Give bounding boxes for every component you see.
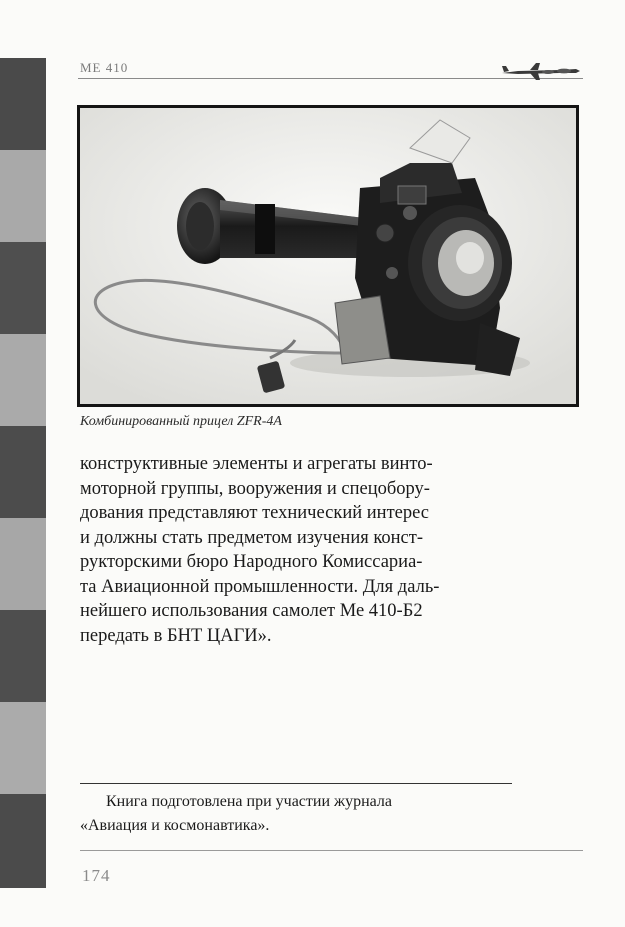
running-title: ME 410 [80,60,129,75]
text-line: нейшего использования самолет Ме 410-Б2 [80,601,423,621]
thumb-tab [0,702,46,794]
footnote-line: «Авиация и космонавтика». [80,817,270,834]
thumb-tab [0,610,46,702]
side-thumb-index [0,58,46,888]
text-line: та Авиационной промышленности. Для даль- [80,576,440,597]
gunsight-photo [80,108,576,404]
footnote-line: Книга подготовлена при участии журнала [106,793,392,810]
photo-frame [77,105,579,407]
text-line: дования представляют технический интерес [80,503,430,523]
thumb-tab [0,794,46,888]
footnote [80,790,580,838]
thumb-tab [0,426,46,518]
text-line: рукторскими бюро Народного Комиссариа- [80,552,423,572]
thumb-tab [0,150,46,242]
text-line: конструктивные элементы и агрегаты винто- [80,454,433,474]
thumb-tab [0,518,46,610]
text-line: моторной группы, вооружения и спецобору- [80,478,430,499]
thumb-tab [0,242,46,334]
footer-rule [80,850,583,851]
thumb-tab [0,334,46,426]
thumb-tab [0,58,46,150]
text-line: передать в БНТ ЦАГИ». [80,625,272,646]
page-number: 174 [82,866,111,885]
body-paragraph [80,452,600,648]
figure-caption: Комбинированный прицел ZFR-4A [80,414,282,429]
text-line: и должны стать предметом изучения конст- [80,527,424,548]
airplane-icon [500,60,582,82]
footnote-rule [80,783,512,784]
